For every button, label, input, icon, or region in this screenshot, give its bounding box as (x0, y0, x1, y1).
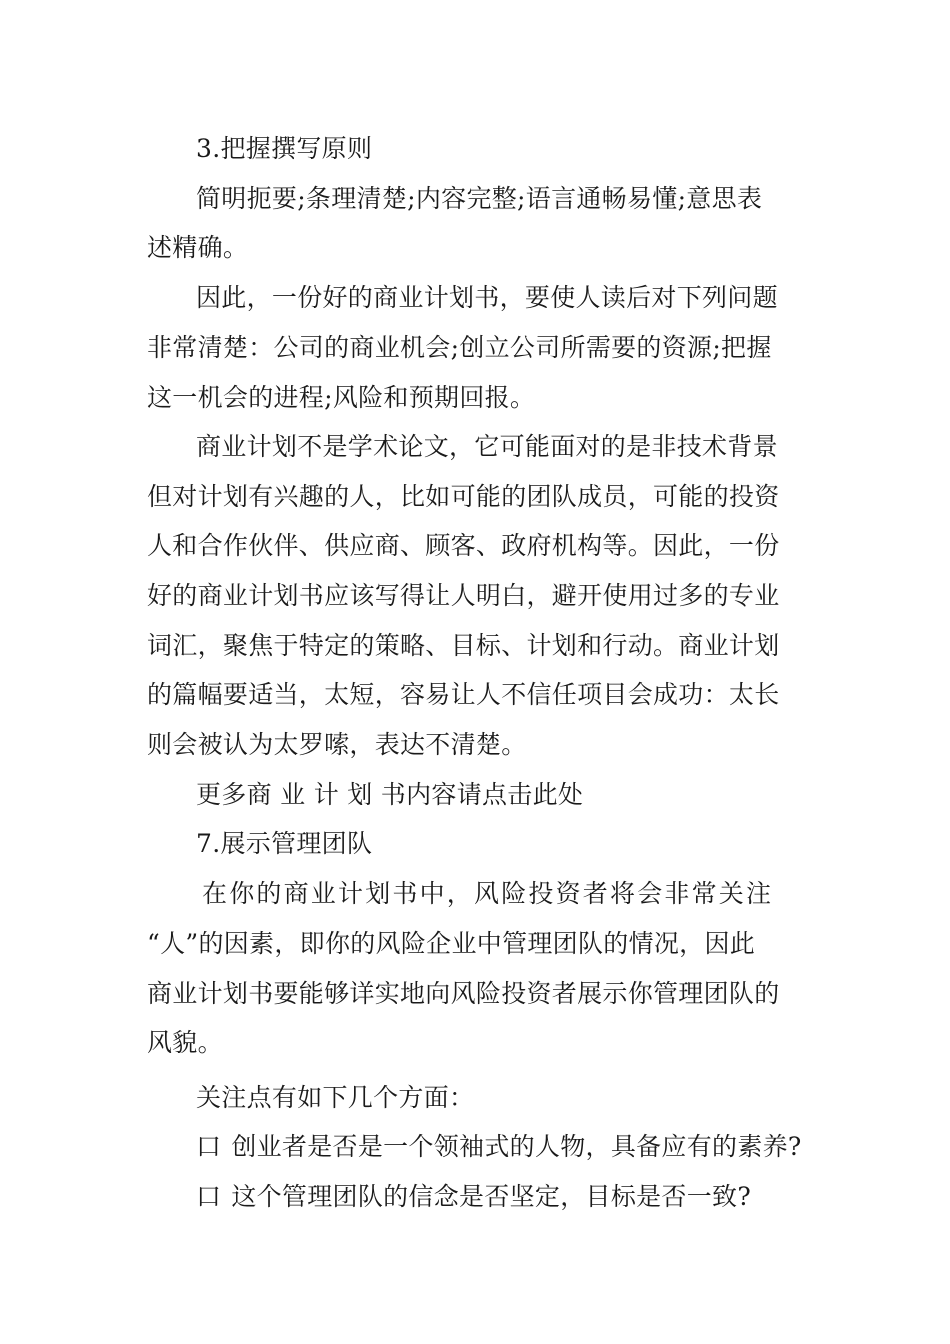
paragraph-line: 商业计划书要能够详实地向风险投资者展示你管理团队的 (147, 979, 780, 1008)
paragraph-line: 关注点有如下几个方面： (196, 1083, 475, 1112)
paragraph-line: 好的商业计划书应该写得让人明白，避开使用过多的专业 (147, 581, 780, 610)
paragraph-line: 则会被认为太罗嗦，表达不清楚。 (147, 730, 527, 759)
paragraph-line: 因此，一份好的商业计划书，要使人读后对下列问题 (196, 283, 778, 312)
section-heading: 7.展示管理团队 (196, 829, 373, 858)
paragraph-line: 人和合作伙伴、供应商、顾客、政府机构等。因此，一份 (147, 531, 780, 560)
paragraph-line: 商业计划不是学术论文，它可能面对的是非技术背景 (196, 432, 778, 461)
bullet-text: 这个管理团队的信念是否坚定，目标是否一致? (231, 1182, 752, 1211)
section-heading: 3.把握撰写原则 (196, 134, 373, 163)
paragraph-line: 的篇幅要适当，太短，容易让人不信任项目会成功：太长 (147, 680, 780, 709)
paragraph-line: 但对计划有兴趣的人，比如可能的团队成员，可能的投资 (147, 482, 780, 511)
bullet-item (196, 1182, 751, 1212)
checkbox-icon: 口 (196, 1182, 222, 1211)
paragraph-line: 述精确。 (147, 233, 249, 262)
bullet-text: 创业者是否是一个领袖式的人物，具备应有的素养? (231, 1132, 802, 1161)
more-content-link[interactable]: 更多商 业 计 划 书内容请点击此处 (196, 780, 584, 809)
paragraph-line: 非常清楚：公司的商业机会;创立公司所需要的资源;把握 (147, 333, 772, 362)
paragraph-line: 在你的商业计划书中，风险投资者将会非常关注 (202, 879, 774, 908)
paragraph-line: 这一机会的进程;风险和预期回报。 (147, 383, 536, 412)
checkbox-icon: 口 (196, 1132, 222, 1161)
paragraph-line: 词汇，聚焦于特定的策略、目标、计划和行动。商业计划 (147, 631, 780, 660)
paragraph-line: “人”的因素，即你的风险企业中管理团队的情况，因此 (147, 929, 756, 958)
bullet-item (196, 1132, 802, 1162)
paragraph-line: 风貌。 (147, 1028, 223, 1057)
paragraph-line: 简明扼要;条理清楚;内容完整;语言通畅易懂;意思表 (196, 184, 763, 213)
